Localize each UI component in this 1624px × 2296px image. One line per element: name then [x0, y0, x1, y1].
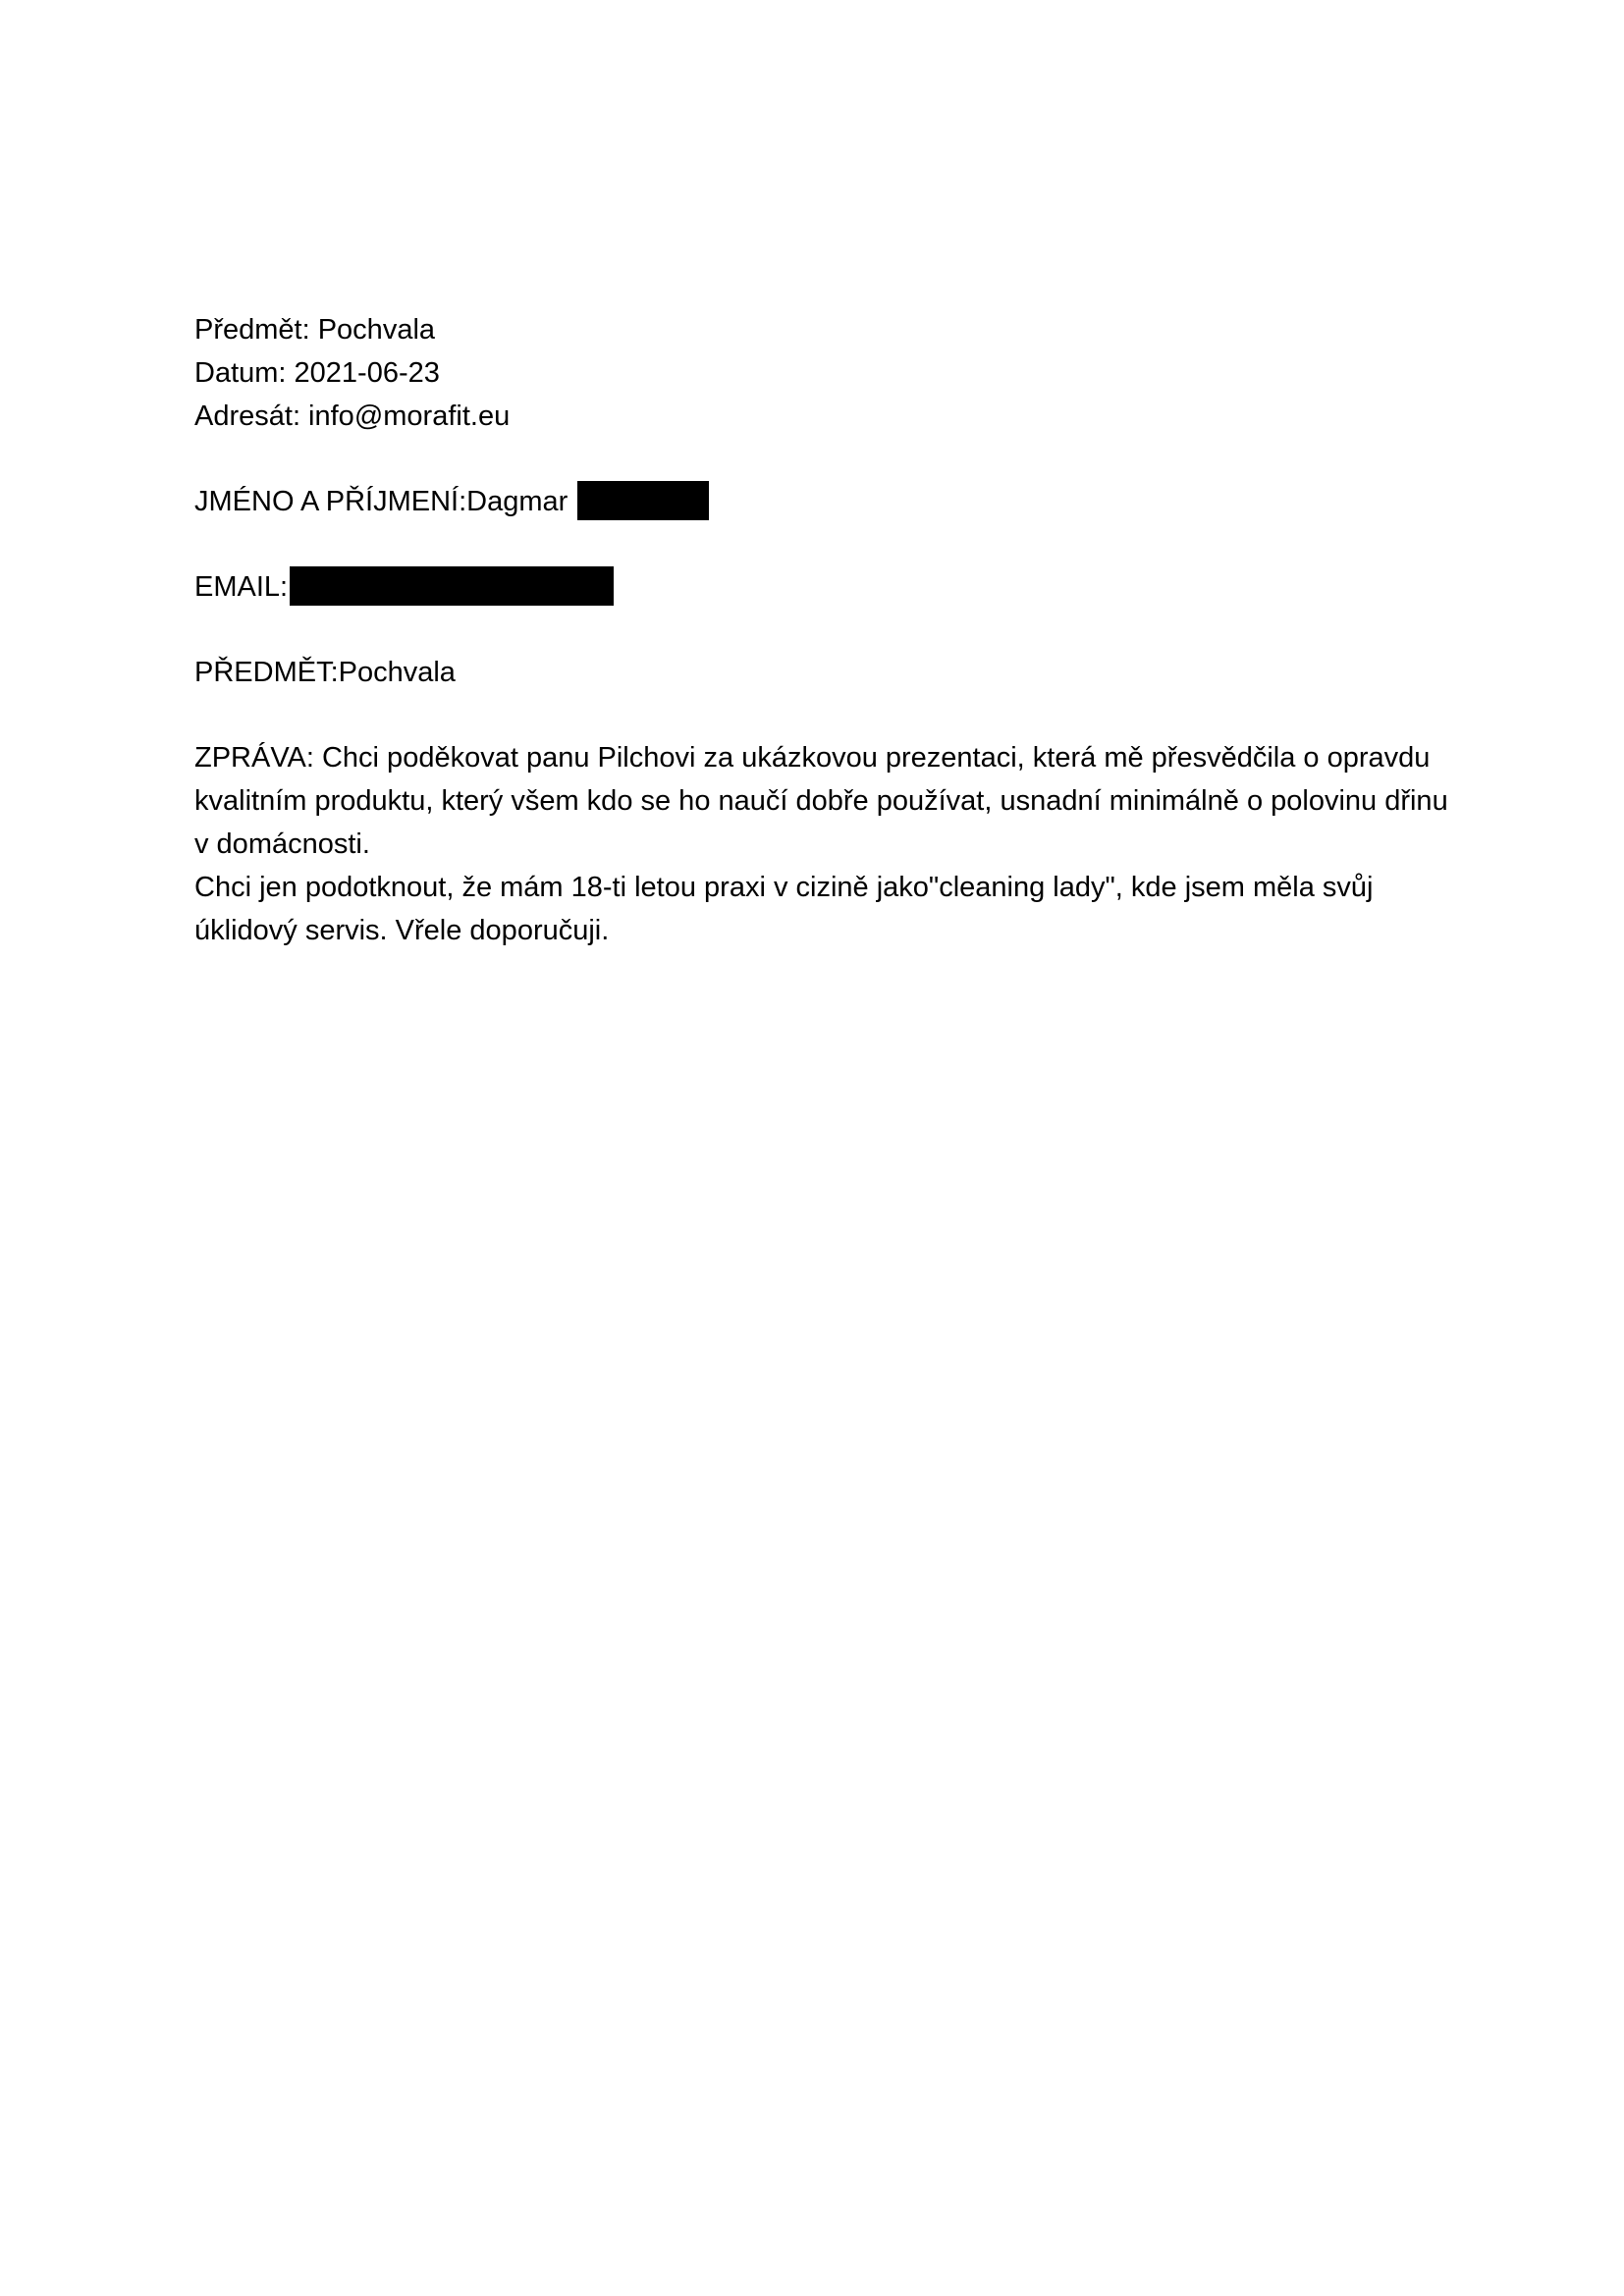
redaction-bar: [577, 481, 709, 520]
message-line: úklidový servis. Vřele doporučuji.: [194, 915, 610, 946]
message-line: ZPRÁVA: Chci poděkovat panu Pilchovi za ukázkovou prezentaci, která mě přesvědčila o opravdu: [194, 742, 1431, 774]
message-line: kvalitním produktu, který všem kdo se ho naučí dobře používat, usnadní minimálně o polovinu dřinu: [194, 785, 1448, 817]
date-line: Datum: 2021-06-23: [194, 357, 440, 389]
message-line: v domácnosti.: [194, 828, 370, 860]
redaction-bar: [290, 566, 614, 606]
email-field: [194, 565, 614, 609]
subject-line: Předmět: Pochvala: [194, 314, 436, 346]
form-subject-line: PŘEDMĚT:Pochvala: [194, 657, 456, 688]
email-label: EMAIL:: [194, 571, 289, 603]
name-label: JMÉNO A PŘÍJMENÍ:Dagmar: [194, 486, 568, 517]
name-field: [194, 480, 709, 523]
recipient-line: Adresát: info@morafit.eu: [194, 400, 511, 432]
message-line: Chci jen podotknout, že mám 18-ti letou praxi v cizině jako"cleaning lady", kde jsem měla svůj: [194, 872, 1374, 903]
